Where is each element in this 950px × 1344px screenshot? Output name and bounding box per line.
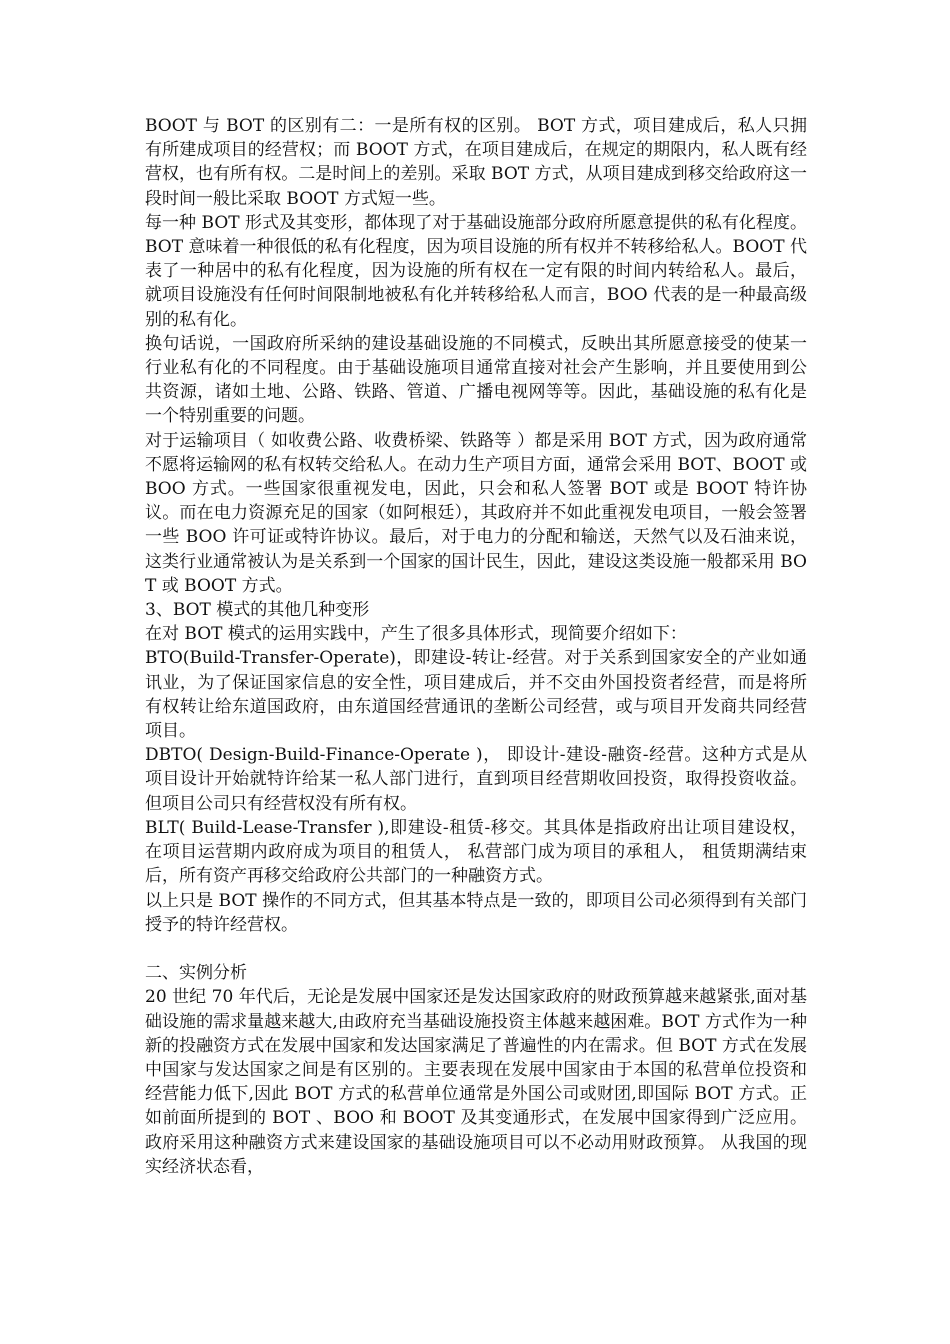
paragraph-case-analysis: 20 世纪 70 年代后，无论是发展中国家还是发达国家政府的财政预算越来越紧张,面对基础设施的需求量越来越大,由政府充当基础设施投资主体越来越困难。BOT 方式作为一种新的投融资方式在发展中国家和发达国家满足了普遍性的内在需求。但 BOT 方式在发展中国家与发达国家之间是有区别的。主要表现在发展中国家由于本国的私营单位投资和经营能力低下,因此 BOT 方式的私营单位通常是外国公司或财团,即国际 BOT 方式。正如前面所提到的 BOT 、BOO 和 BOOT 及其变通形式，在发展中国家得到广泛应用。政府采用这种融资方式来建设国家的基础设施项目可以不必动用财政预算。 从我国的现实经济状态看，: [145, 987, 807, 1177]
paragraph-privatization-degree: 每一种 BOT 形式及其变形，都体现了对于基础设施部分政府所愿意提供的私有化程度。BOT 意味着一种很低的私有化程度，因为项目设施的所有权并不转移给私人。BOOT 代表了一种居中的私有化程度，因为设施的所有权在一定有限的时间内转给私人。最后，就项目设施没有任何时间限制地被私有化并转移给私人而言，BOO 代表的是一种最高级别的私有化。: [145, 212, 807, 330]
document-page: [145, 114, 807, 1179]
section-heading-case-analysis: 二、实例分析: [145, 963, 247, 984]
paragraph-blt: BLT( Build-Lease-Transfer ),即建设-租赁-移交。其具体是指政府出让项目建设权，在项目运营期内政府成为项目的租赁人， 私营部门成为项目的承租人， 租赁期满结束后，所有资产再移交给政府公共部门的一种融资方式。: [145, 817, 807, 887]
paragraph-government-models: 换句话说，一国政府所采纳的建设基础设施的不同模式，反映出其所愿意接受的使某一行业私有化的不同程度。由于基础设施项目通常直接对社会产生影响，并且要使用到公共资源，诸如土地、公路、铁路、管道、广播电视网等等。因此，基础设施的私有化是一个特别重要的问题。: [145, 333, 807, 427]
paragraph-variants-summary: 以上只是 BOT 操作的不同方式，但其基本特点是一致的，即项目公司必须得到有关部门授予的特许经营权。: [145, 890, 807, 935]
paragraph-transport-power-projects: 对于运输项目（ 如收费公路、收费桥梁、铁路等 ）都是采用 BOT 方式，因为政府通常不愿将运输网的私有权转交给私人。在动力生产项目方面，通常会采用 BOT、BOOT 或 BOO 方式。一些国家很重视发电，因此，只会和私人签署 BOT 或是 BOOT 特许协议。而在电力资源充足的国家（如阿根廷），其政府并不如此重视发电项目，一般会签署一些 BOO 许可证或特许协议。最后，对于电力的分配和输送，天然气以及石油来说，这类行业通常被认为是关系到一个国家的国计民生，因此，建设这类设施一般都采用 BOT 或 BOOT 方式。: [145, 430, 807, 596]
paragraph-dbto: DBTO( Design-Build-Finance-Operate )， 即设计-建设-融资-经营。这种方式是从项目设计开始就特许给某一私人部门进行，直到项目经营期收回投资，取得投资收益。但项目公司只有经营权没有所有权。: [145, 745, 807, 814]
paragraph-boot-vs-bot: BOOT 与 BOT 的区别有二：一是所有权的区别。 BOT 方式，项目建成后，私人只拥有所建成项目的经营权；而 BOOT 方式，在项目建成后，在规定的期限内，私人既有经营权，也有所有权。二是时间上的差别。采取 BOT 方式，从项目建成到移交给政府这一段时间一般比采取 BOOT 方式短一些。: [145, 116, 807, 209]
paragraph-variants-intro: 在对 BOT 模式的运用实践中，产生了很多具体形式，现简要介绍如下：: [145, 624, 687, 645]
paragraph-bto: BTO(Build-Transfer-Operate)，即建设-转让-经营。对于关系到国家安全的产业如通讯业，为了保证国家信息的安全性，项目建成后，并不交由外国投资者经营，而是将所有权转让给东道国政府，由东道国经营通讯的垄断公司经营，或与项目开发商共同经营项目。: [145, 648, 807, 742]
section-heading-bot-variants: 3、BOT 模式的其他几种变形: [145, 600, 370, 621]
blank-line: [145, 937, 807, 961]
